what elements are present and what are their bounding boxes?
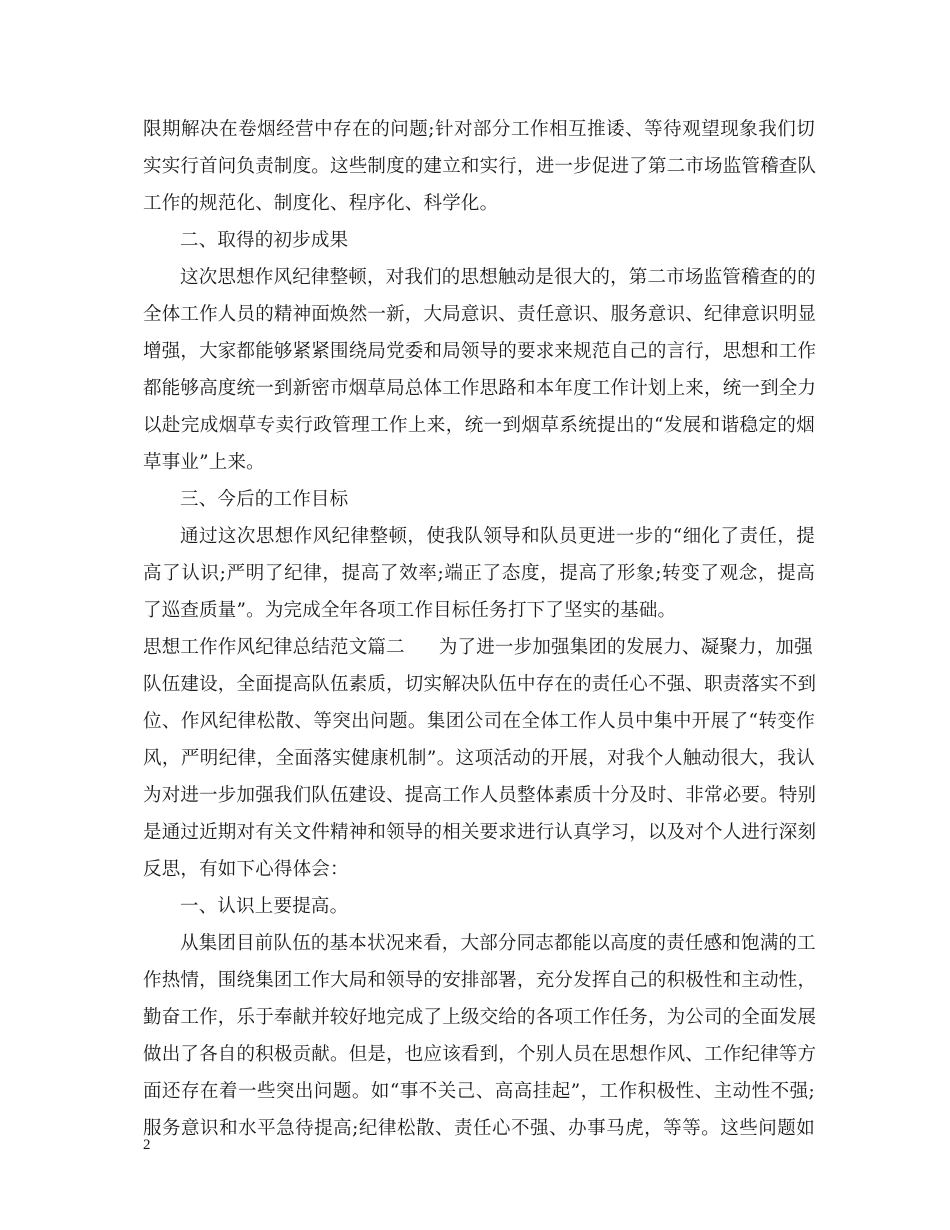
section-heading: 三、今后的工作目标 — [180, 489, 349, 510]
paragraph-line: 做出了各自的积极贡献。但是，也应该看到，个别人员在思想作风、工作纪律等方 — [143, 1044, 817, 1065]
paragraph-line: 面还存在着一些突出问题。如“事不关己、高高挂起”，工作积极性、主动性不强; — [143, 1081, 815, 1102]
page-number: 2 — [143, 1137, 151, 1153]
paragraph-line: 全体工作人员的精神面焕然一新，大局意识、责任意识、服务意识、纪律意识明显 — [143, 304, 817, 325]
paragraph-line: 实实行首问负责制度。这些制度的建立和实行，进一步促进了第二市场监管稽查队 — [143, 156, 817, 177]
paragraph-line: 工作的规范化、制度化、程序化、科学化。 — [143, 193, 499, 214]
paragraph-line: 从集团目前队伍的基本状况来看，大部分同志都能以高度的责任感和饱满的工 — [180, 933, 816, 954]
paragraph-line: 都能够高度统一到新密市烟草局总体工作思路和本年度工作计划上来，统一到全力 — [143, 378, 817, 399]
section-heading: 二、取得的初步成果 — [180, 230, 349, 251]
paragraph-line: 草事业”上来。 — [143, 452, 265, 473]
paragraph-line: 以赴完成烟草专卖行政管理工作上来，统一到烟草系统提出的“发展和谐稳定的烟 — [143, 415, 815, 436]
article-title: 思想工作作风纪律总结范文篇二 — [143, 637, 405, 658]
paragraph-line: 限期解决在卷烟经营中存在的问题;针对部分工作相互推诿、等待观望现象我们切 — [143, 119, 815, 140]
paragraph-line: 位、作风纪律松散、等突出问题。集团公司在全体工作人员中集中开展了“转变作 — [143, 711, 815, 732]
document-body — [143, 111, 815, 1147]
paragraph-line: 风，严明纪律，全面落实健康机制”。这项活动的开展，对我个人触动很大，我认 — [143, 748, 815, 769]
paragraph-line: 为对进一步加强我们队伍建设、提高工作人员整体素质十分及时、非常必要。特别 — [143, 785, 817, 806]
paragraph-line: 勤奋工作，乐于奉献并较好地完成了上级交给的各项工作任务，为公司的全面发展 — [143, 1007, 817, 1028]
paragraph-line: 是通过近期对有关文件精神和领导的相关要求进行认真学习，以及对个人进行深刻 — [143, 822, 817, 843]
paragraph-line: 队伍建设，全面提高队伍素质，切实解决队伍中存在的责任心不强、职责落实不到 — [143, 674, 817, 695]
paragraph-line: 服务意识和水平急待提高;纪律松散、责任心不强、办事马虎，等等。这些问题如 — [143, 1118, 815, 1139]
paragraph-line: 为了进一步加强集团的发展力、凝聚力，加强 — [438, 637, 813, 658]
paragraph-line: 反思，有如下心得体会： — [143, 859, 349, 880]
paragraph-line: 增强，大家都能够紧紧围绕局党委和局领导的要求来规范自己的言行，思想和工作 — [143, 341, 817, 362]
paragraph-line: 作热情，围绕集团工作大局和领导的安排部署，充分发挥自己的积极性和主动性， — [143, 970, 817, 991]
paragraph-line: 这次思想作风纪律整顿，对我们的思想触动是很大的，第二市场监管稽查的的 — [180, 267, 816, 288]
article-title-line — [143, 629, 815, 666]
section-heading: 一、认识上要提高。 — [180, 896, 349, 917]
paragraph-line: 了巡查质量”。为完成全年各项工作目标任务打下了坚实的基础。 — [143, 600, 677, 621]
paragraph-line: 通过这次思想作风纪律整顿，使我队领导和队员更进一步的“细化了责任，提 — [180, 526, 815, 547]
paragraph-line: 高了认识;严明了纪律，提高了效率;端正了态度，提高了形象;转变了观念，提高 — [143, 563, 815, 584]
